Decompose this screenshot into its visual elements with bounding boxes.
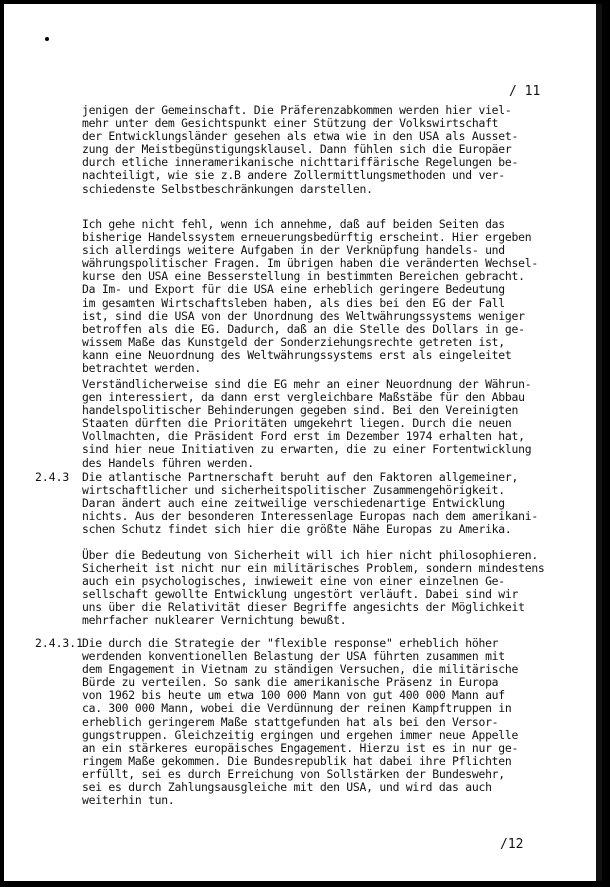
section-number-2-4-3: 2.4.3 xyxy=(35,470,70,484)
document-page xyxy=(4,4,602,881)
scan-edge xyxy=(596,4,602,881)
page-number-bottom: /12 xyxy=(500,837,524,852)
paragraph-4: Die atlantische Partnerschaft beruht auf den Faktoren allgemeiner, wirtschaftlicher und sicherheitspolitischer Zusammengehörigkeit. Daran ändert auch eine zeitweilige verschiedenartige Entwicklung nichts. Aus der besonderen Interessenlage Europas nach dem amerikani- schen Schutz findet sich hier die größte Nähe Europas zu Amerika. xyxy=(82,470,538,537)
section-number-2-4-3-1: 2.4.3.1 xyxy=(35,636,84,650)
paragraph-3: Verständlicherweise sind die EG mehr an einer Neuordnung der Währun- gen interessiert, da dann erst vergleichbare Maßstäbe für den Abbau handelspolitischer Behinderungen gegeben sind. Bei den Vereinigten Staaten dürften die Prioritäten umgekehrt liegen. Durch die neuen Vollmachten, die Präsident Ford erst im Dezember 1974 erhalten hat, sind hier neue Initiativen zu erwarten, die zu einer Fortentwicklung des Handels führen werden. xyxy=(82,377,532,470)
paragraph-6: Die durch die Strategie der "flexible response" erheblich höher werdenden konventionellen Belastung der USA führten zusammen mit dem Engagement in Vietnam zu ständigen Versuchen, die militärische Bürde zu verteilen. So sank die amerikanische Präsenz in Europa von 1962 bis heute um etwa 100 000 Mann von gut 400 000 Mann auf ca. 300 000 Mann, wobei die Verdünnung der reinen Kampftruppen in erheblich geringerem Maße stattgefunden hat als bei den Versor- gungstruppen. Gleichzeitig ergingen und ergehen immer neue Appelle an ein stärkeres europäisches Engagement. Hierzu ist es in nur ge- ringem Maße gekommen. Die Bundesrepublik hat dabei ihre Pflichten erfüllt, sei es durch Erreichung von Sollstärken der Bundeswehr, sei es durch Zahlungsausgleiche mit den USA, und wird das auch weiterhin tun. xyxy=(82,636,519,808)
paragraph-1: jenigen der Gemeinschaft. Die Präferenzabkommen werden hier viel- mehr unter dem Gesichtspunkt einer Stützung der Volkswirtschaft der Entwicklungsländer gesehen als etwa wie in den USA als Ausset- zung der Meistbegünstigungsklausel. Dann fühlen sich die Europäer durch etliche inneramerikanische nichttariffärische Regelungen be- nachteiligt, wie sie z.B andere Zollermittlungsmethoden und ver- schiedenste Selbstbeschränkungen darstellen. xyxy=(82,103,519,196)
paragraph-2: Ich gehe nicht fehl, wenn ich annehme, daß auf beiden Seiten das bisherige Handelssystem erneuerungsbedürftig erscheint. Hier ergeben sich allerdings weitere Aufgaben in der Verknüpfung handels- und währungspolitischer Fragen. Im übrigen haben die veränderten Wechsel- kurse den USA eine Besserstellung in bestimmten Bereichen gebracht. Da Im- und Export für die USA eine erheblich geringere Bedeutung im gesamten Wirtschaftsleben haben, als dies bei den EG der Fall ist, sind die USA von der Unordnung des Weltwährungssystems weniger betroffen als die EG. Dadurch, daß an die Stelle des Dollars in ge- wissem Maße das Kunstgeld der Sonderziehungsrechte getreten ist, kann eine Neuordnung des Weltwährungssystems erst als eingeleitet betrachtet werden. xyxy=(82,217,538,376)
paragraph-5: Über die Bedeutung von Sicherheit will ich hier nicht philosophieren. Sicherheit ist nicht nur ein militärisches Problem, sondern mindestens auch ein psychologisches, inwieweit eine von einer einzelnen Ge- sellschaft gewollte Entwicklung ungestört verläuft. Dabei sind wir uns über die Relativität dieser Begriffe angesichts der Möglichkeit mehrfacher nuklearer Vernichtung bewußt. xyxy=(82,548,545,628)
scan-mark xyxy=(45,37,49,41)
page-number-top: / 11 xyxy=(509,84,541,99)
